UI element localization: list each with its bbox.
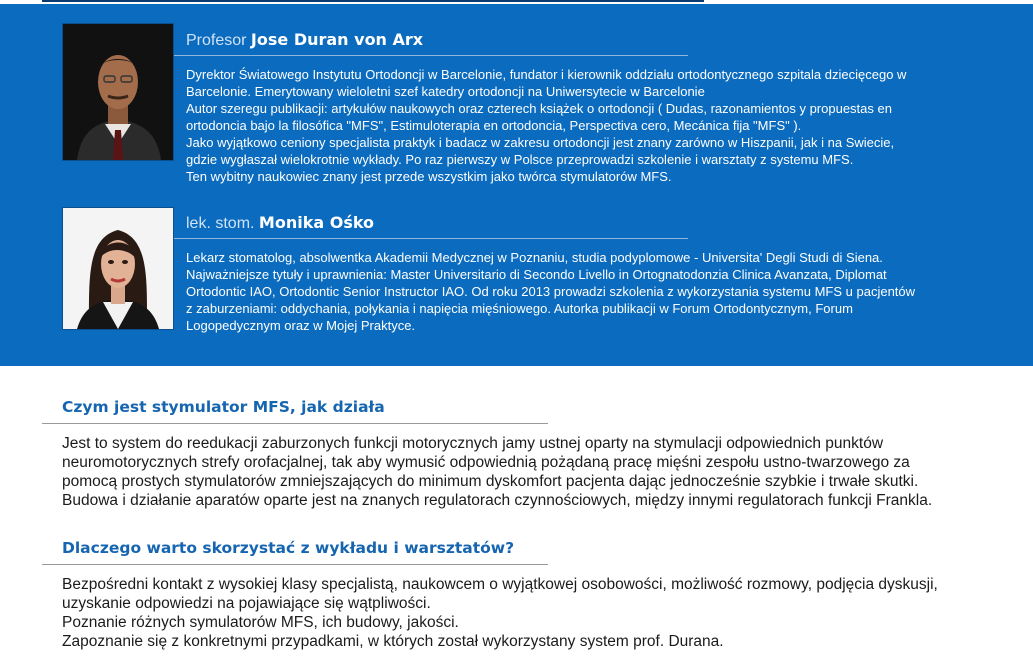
section-line: pomocą prostych stymulatorów zmniejszających do minimum dyskomfort pacjenta dając jednocześnie szybkie i trwałe skutki.: [62, 473, 919, 490]
section-body: [62, 434, 992, 510]
name-divider: [174, 238, 688, 239]
section-title: Czym jest stymulator MFS, jak działa: [62, 398, 385, 416]
portrait-woman-image: [63, 208, 173, 329]
bio-line: Najważniejsze tytuły i uprawnienia: Master Universitario di Secondo Livello in Ortognatodonzia Clinica Avanzata, Diplomat: [186, 267, 887, 282]
section-line: Jest to system do reedukacji zaburzonych funkcji motorycznych jamy ustnej oparty na stymulacji odpowiednich punktów: [62, 435, 884, 452]
name-divider: [174, 55, 688, 56]
bio-line: Ten wybitny naukowiec znany jest przede wszystkim jako twórca stymulatorów MFS.: [186, 169, 672, 184]
bio-line: Dyrektor Światowego Instytutu Ortodoncji w Barcelonie, fundator i kierownik oddziału ortodontycznego szpitala dziecięcego w: [186, 67, 907, 82]
speaker-photo: [62, 23, 174, 161]
section-title: Dlaczego warto skorzystać z wykładu i warsztatów?: [62, 539, 515, 557]
top-strip: [0, 0, 1033, 4]
portrait-man-image: [63, 24, 173, 160]
bio-line: Jako wyjątkowo ceniony specjalista praktyk i badacz w zakresu ortodoncji jest znany zarówno w Hiszpanii, jak i na Swiecie,: [186, 135, 895, 150]
bio-line: z zaburzeniami: oddychania, połykania i napięcia mięśniowego. Autorka publikacji w Forum Ortodontycznym, Forum: [186, 301, 853, 316]
bio-line: Logopedycznym oraz w Mojej Praktyce.: [186, 318, 416, 333]
speaker-name: lek. stom. Monika Ośko: [186, 213, 375, 232]
section-body: [62, 575, 992, 651]
bio-line: Ortodontic IAO, Ortodontic Senior Instructor IAO. Od roku 2013 prowadzi szkolenia z wykorzystania systemu MFS u pacjentów: [186, 284, 916, 299]
bio-line: ortodoncia bajo la filosófica "MFS", Estimuloterapia en ortodoncia, Perspectiva cero, Mecánica fija "MFS" ).: [186, 118, 802, 133]
section-line: Bezpośredni kontakt z wysokiej klasy specjalistą, naukowcem o wyjątkowej osobowości, możliwość rozmowy, podjęcia dyskusji,: [62, 576, 938, 593]
speaker-bio: [186, 66, 986, 185]
section-line: Poznanie różnych symulatorów MFS, ich budowy, jakości.: [62, 614, 459, 631]
speaker-bio: [186, 249, 986, 334]
section-line: Budowa i działanie aparatów oparte jest na znanych regulatorach czynnościowych, między innymi regulatorach funkcji Frankla.: [62, 492, 933, 509]
speaker-name: Profesor Jose Duran von Arx: [186, 30, 424, 49]
bio-line: Barcelonie. Emerytowany wieloletni szef katedry ortodoncji na Uniwersytecie w Barcelonie: [186, 84, 705, 99]
section-line: Zapoznanie się z konkretnymi przypadkami, w których został wykorzystany system prof. Durana.: [62, 633, 724, 650]
bio-line: Lekarz stomatolog, absolwentka Akademii Medycznej w Poznaniu, studia podyplomowe - Universita' Degli Studi di Siena.: [186, 250, 883, 265]
bio-line: gdzie wygłaszał wielokrotnie wykłady. Po raz pierwszy w Polsce przeprowadzi szkolenie i warsztaty z systemu MFS.: [186, 152, 854, 167]
bio-line: Autor szeregu publikacji: artykułów naukowych oraz czterech książek o ortodoncji ( Dudas, razonamientos y propuestas en: [186, 101, 892, 116]
section-divider: [42, 423, 548, 424]
section-line: neuromotorycznych strefy orofacjalnej, tak aby wymusić odpowiednią pożądaną pracę mięśni zespołu ustno-twarzowego za: [62, 454, 910, 471]
speaker-photo: [62, 207, 174, 330]
section-line: uzyskanie odpowiedzi na pojawiające się wątpliwości.: [62, 595, 431, 612]
section-divider: [42, 564, 548, 565]
